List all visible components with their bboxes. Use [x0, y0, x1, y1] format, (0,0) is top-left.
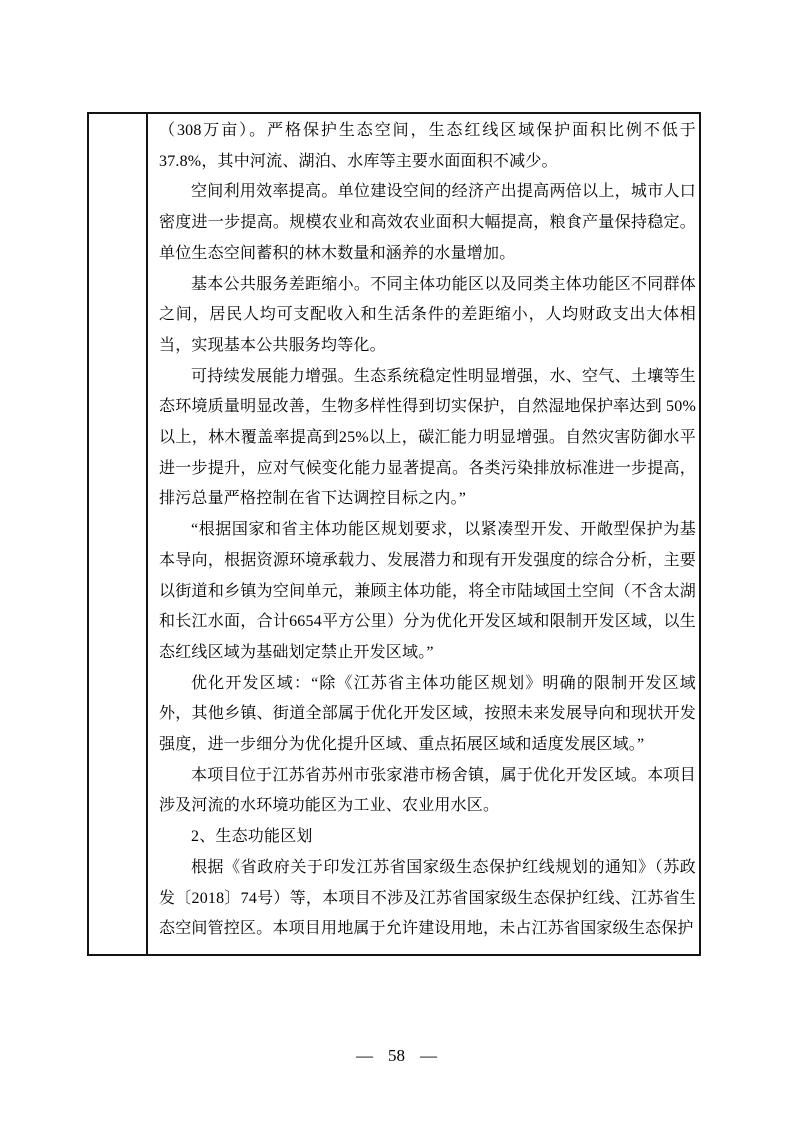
paragraph: 基本公共服务差距缩小。不同主体功能区以及同类主体功能区不同群体之间，居民人均可支配收入和生活条件的差距缩小，人均财政支出大体相当，实现基本公共服务均等化。 — [159, 275, 696, 354]
paragraph-section-heading: 2、生态功能区划 — [191, 828, 313, 846]
paragraph: （308万亩）。严格保护生态空间，生态红线区域保护面积比例不低于37.8%，其中河流、湖泊、水库等主要水面面积不减少。 — [159, 122, 696, 170]
footer-dash-left: — — [356, 1046, 373, 1065]
paragraph: 根据《省政府关于印发江苏省国家级生态保护红线规划的通知》（苏政发〔2018〕74号）等，本项目不涉及江苏省国家级生态保护红线、江苏省生态空间管控区。本项目用地属于允许建设用地，未占江苏省国家级生态保护 — [159, 858, 696, 938]
paragraph: 可持续发展能力增强。生态系统稳定性明显增强，水、空气、土壤等生态环境质量明显改善，生物多样性得到切实保护，自然湿地保护率达到 50%以上，林木覆盖率提高到25%以上，碳汇能力明显增强。自然灾害防御水平进一步提升，应对气候变化能力显著提高。各类污染排放标准进一步提高，排污总量严格控制在省下达调控目标之内。” — [159, 367, 696, 508]
table-content-cell — [148, 114, 699, 954]
page-number: 58 — [388, 1046, 405, 1065]
paragraph: 本项目位于江苏省苏州市张家港市杨舍镇，属于优化开发区域。本项目涉及河流的水环境功能区为工业、农业用水区。 — [159, 766, 696, 815]
footer-dash-right: — — [420, 1046, 437, 1065]
table-left-cell — [89, 114, 148, 954]
paragraph: “根据国家和省主体功能区规划要求，以紧凑型开发、开敞型保护为基本导向，根据资源环境承载力、发展潜力和现有开发强度的综合分析，主要以街道和乡镇为空间单元，兼顾主体功能，将全市陆域国土空间（不含太湖和长江水面，合计6654平方公里）分为优化开发区域和限制开发区域，以生态红线区域为基础划定禁止开发区域。” — [159, 521, 696, 661]
paragraph: 空间利用效率提高。单位建设空间的经济产出提高两倍以上，城市人口密度进一步提高。规模农业和高效农业面积大幅提高，粮食产量保持稳定。单位生态空间蓄积的林木数量和涵养的水量增加。 — [159, 183, 696, 262]
paragraph: 优化开发区域：“除《江苏省主体功能区规划》明确的限制开发区域外，其他乡镇、街道全部属于优化开发区域，按照未来发展导向和现状开发强度，进一步细分为优化提升区域、重点拓展区域和适度发展区域。” — [159, 674, 696, 754]
content-table — [87, 112, 701, 956]
page-footer — [0, 1044, 793, 1068]
